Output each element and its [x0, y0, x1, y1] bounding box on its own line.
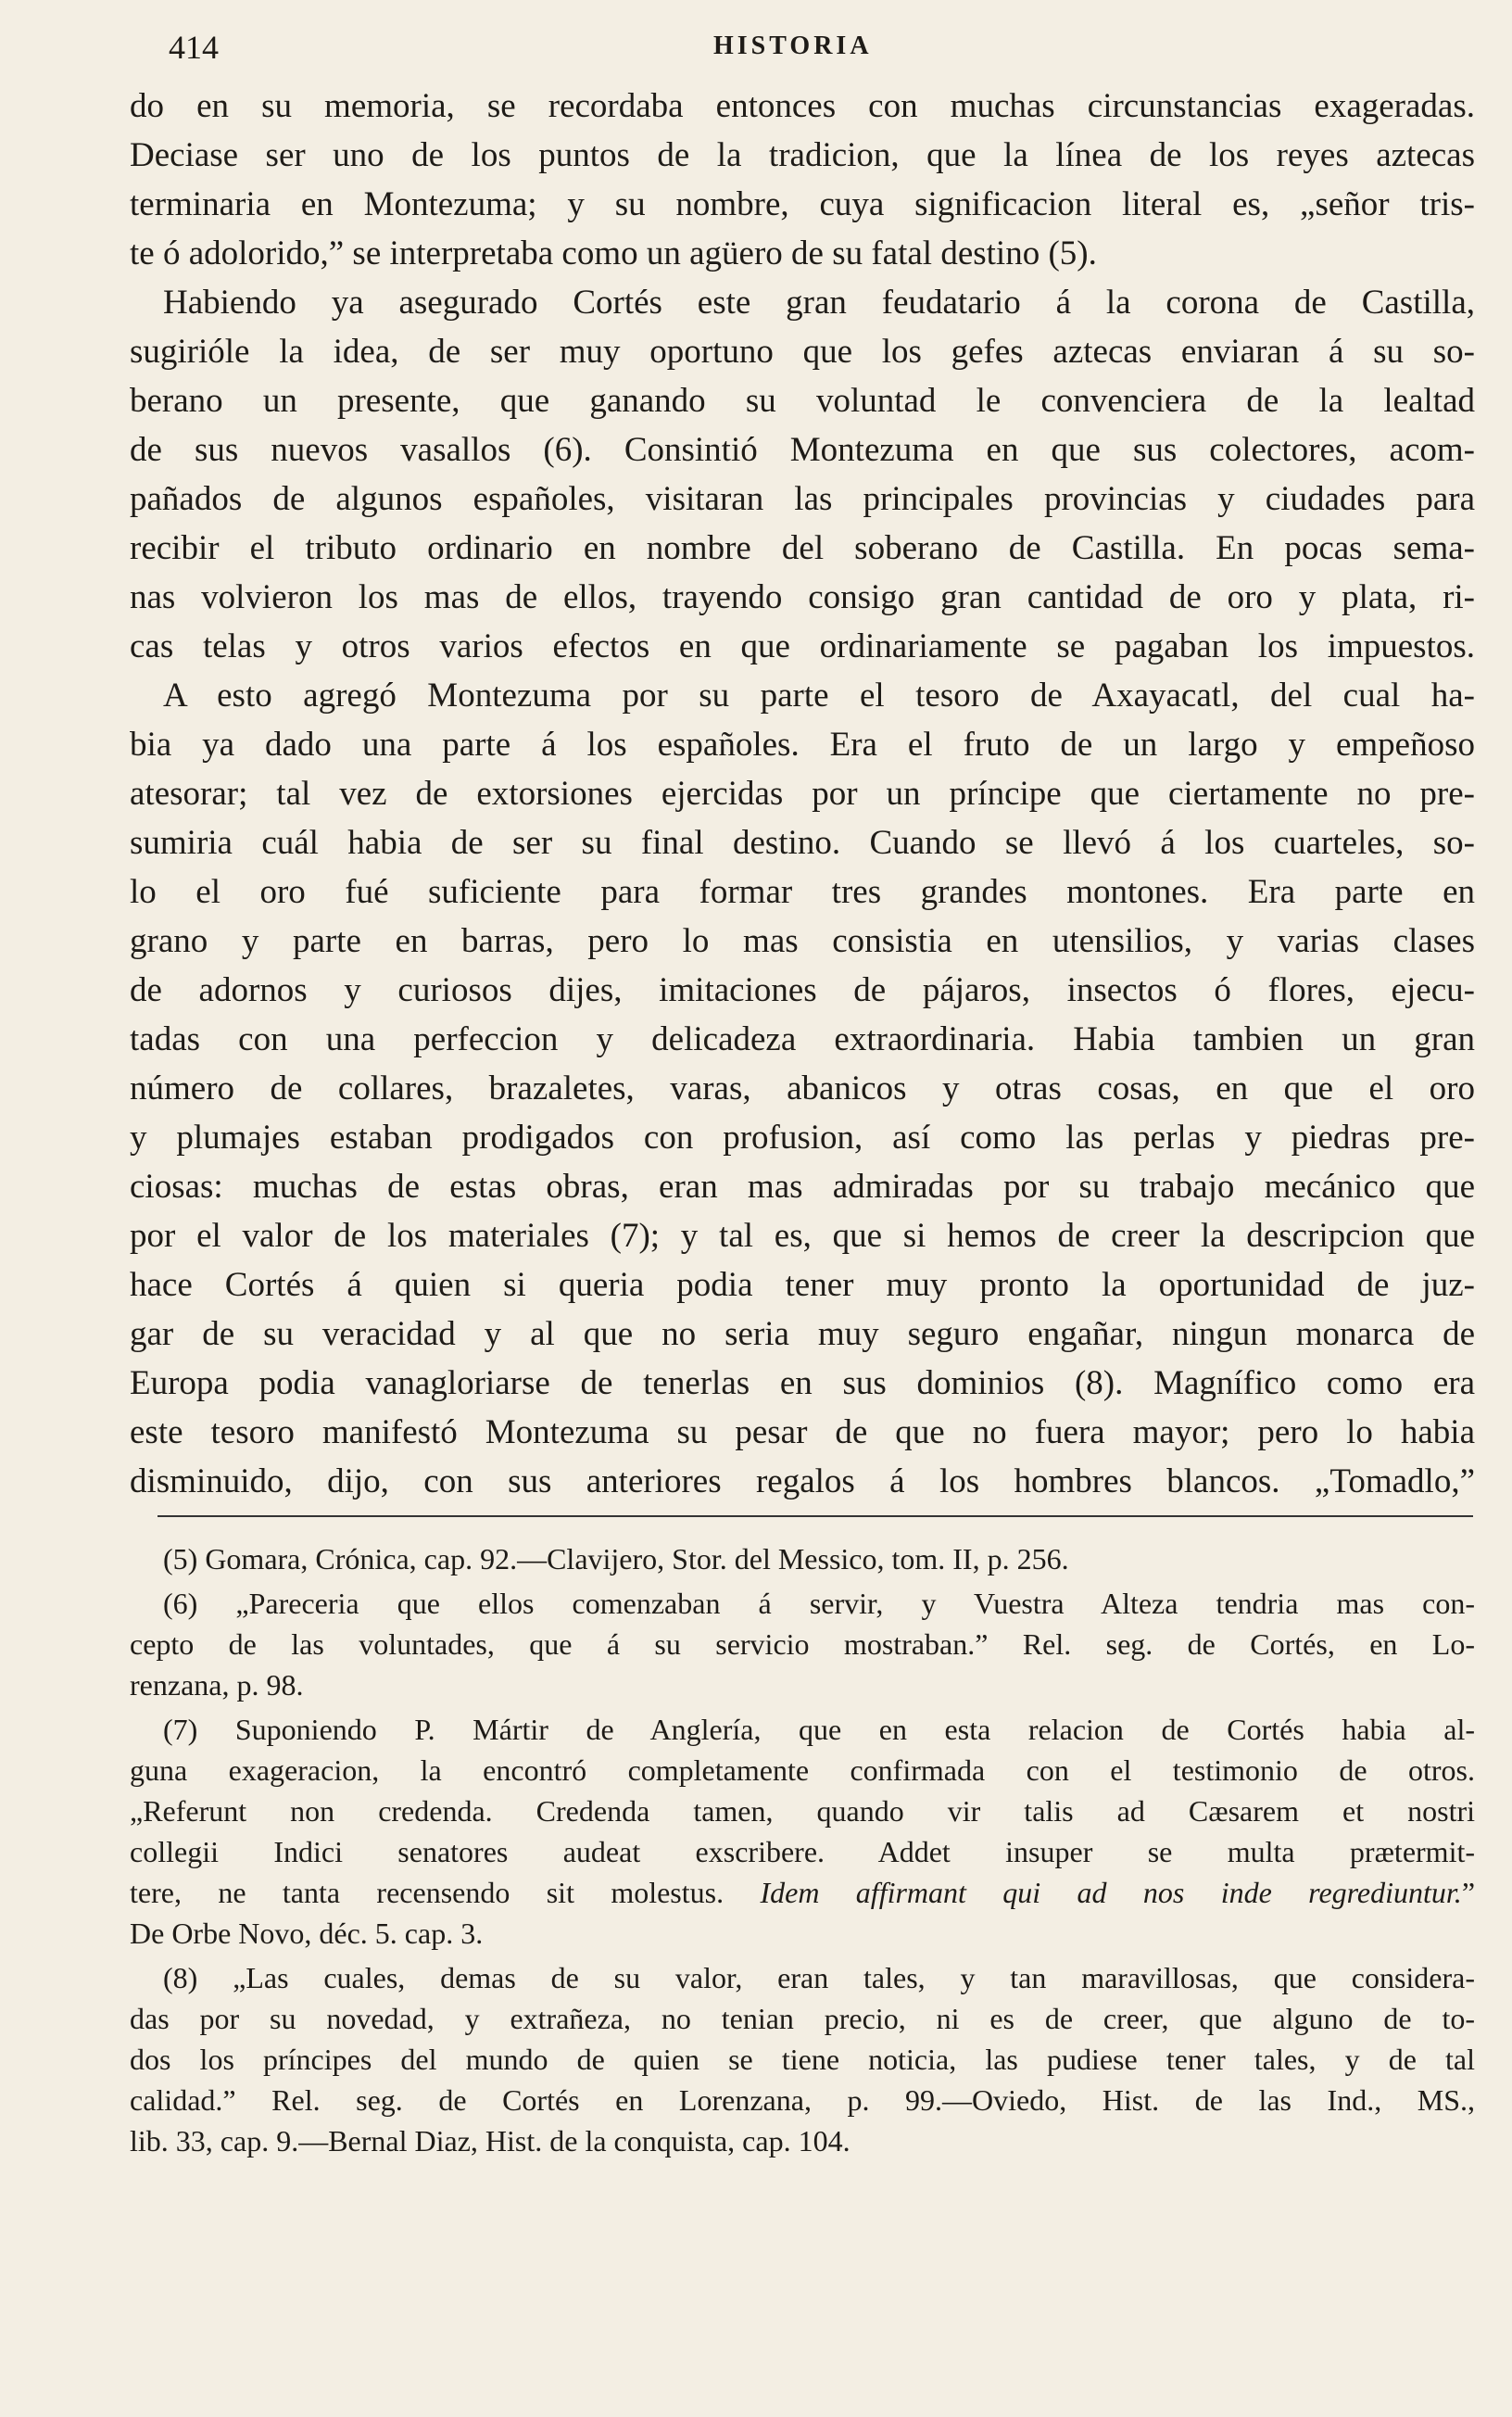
footnote-line: das por su novedad, y extrañeza, no tenian precio, ni es de creer, que alguno de to- [130, 2002, 1475, 2035]
text-line: te ó adolorido,” se interpretaba como un agüero de su fatal destino (5). [130, 234, 1097, 272]
footnote-line: lib. 33, cap. 9.—Bernal Diaz, Hist. de la conquista, cap. 104. [130, 2124, 850, 2158]
footnote-6 [130, 1583, 1475, 1705]
footnote-line: „Referunt non credenda. Credenda tamen, quando vir talis ad Cæsarem et nostri [130, 1794, 1475, 1828]
footnote-quote: ” [1461, 1876, 1475, 1909]
footnote-line: collegii Indici senatores audeat exscribere. Addet insuper se multa prætermit- [130, 1835, 1475, 1868]
text-line: Europa podia vanagloriarse de tenerlas en sus dominios (8). Magnífico como era [130, 1364, 1475, 1402]
text-line: bia ya dado una parte á los españoles. Era el fruto de un largo y empeñoso [130, 726, 1475, 764]
footnote-line: (7) Suponiendo P. Mártir de Anglería, que en esta relacion de Cortés habia al- [163, 1713, 1475, 1746]
footnote-line [130, 1872, 1475, 1913]
footnote-line: De Orbe Novo, déc. 5. cap. 3. [130, 1917, 484, 1950]
text-line: lo el oro fué suficiente para formar tres grandes montones. Era parte en [130, 873, 1475, 911]
text-line: pañados de algunos españoles, visitaran las principales provincias y ciudades para [130, 480, 1475, 518]
footnote-line: dos los príncipes del mundo de quien se tiene noticia, las pudiese tener tales, y de tal [130, 2043, 1475, 2076]
text-line: tadas con una perfeccion y delicadeza extraordinaria. Habia tambien un gran [130, 1020, 1475, 1058]
text-line: por el valor de los materiales (7); y tal es, que si hemos de creer la descripcion que [130, 1217, 1475, 1255]
text-line: atesorar; tal vez de extorsiones ejercidas por un príncipe que ciertamente no pre- [130, 775, 1475, 813]
footnote-line: (8) „Las cuales, demas de su valor, eran tales, y tan maravillosas, que considera- [163, 1961, 1475, 1994]
text-line: número de collares, brazaletes, varas, abanicos y otras cosas, en que el oro [130, 1069, 1475, 1107]
text-line: hace Cortés á quien si queria podia tener muy pronto la oportunidad de juz- [130, 1266, 1475, 1304]
text-line: terminaria en Montezuma; y su nombre, cuya significacion literal es, „señor tris- [130, 185, 1475, 223]
text-line: este tesoro manifestó Montezuma su pesar de que no fuera mayor; pero lo habia [130, 1413, 1475, 1451]
footnote-italic-text: Idem affirmant qui ad nos inde regrediuntur. [760, 1876, 1462, 1909]
footnote-line: renzana, p. 98. [130, 1668, 304, 1702]
text-line: disminuido, dijo, con sus anteriores regalos á los hombres blancos. „Tomadlo,” [130, 1462, 1475, 1500]
running-head: HISTORIA [713, 32, 873, 60]
footnote-7 [130, 1709, 1475, 1954]
footnote-line: cepto de las voluntades, que á su servicio mostraban.” Rel. seg. de Cortés, en Lo- [130, 1627, 1475, 1661]
footnote-5 [130, 1538, 1475, 1579]
text-line: A esto agregó Montezuma por su parte el tesoro de Axayacatl, del cual ha- [163, 677, 1475, 715]
main-text [130, 82, 1475, 1506]
footnotes [130, 1538, 1475, 2165]
text-line: Habiendo ya asegurado Cortés este gran feudatario á la corona de Castilla, [163, 284, 1475, 322]
footnote-divider [158, 1515, 1473, 1517]
text-line: cas telas y otros varios efectos en que ordinariamente se pagaban los impuestos. [130, 627, 1475, 665]
text-line: gar de su veracidad y al que no seria muy seguro engañar, ningun monarca de [130, 1315, 1475, 1353]
footnote-line: (6) „Pareceria que ellos comenzaban á servir, y Vuestra Alteza tendria mas con- [163, 1587, 1475, 1620]
page-header [139, 28, 1473, 69]
footnote-line: guna exageracion, la encontró completamente confirmada con el testimonio de otros. [130, 1753, 1475, 1787]
text-line: do en su memoria, se recordaba entonces con muchas circunstancias exageradas. [130, 87, 1475, 125]
text-line: de sus nuevos vasallos (6). Consintió Montezuma en que sus colectores, acom- [130, 431, 1475, 469]
text-line: y plumajes estaban prodigados con profusion, así como las perlas y piedras pre- [130, 1119, 1475, 1157]
text-line: sugirióle la idea, de ser muy oportuno que los gefes aztecas enviaran á su so- [130, 333, 1475, 371]
text-line: de adornos y curiosos dijes, imitaciones de pájaros, insectos ó flores, ejecu- [130, 971, 1475, 1009]
text-line: nas volvieron los mas de ellos, trayendo consigo gran cantidad de oro y plata, ri- [130, 578, 1475, 616]
text-line: ciosas: muchas de estas obras, eran mas admiradas por su trabajo mecánico que [130, 1168, 1475, 1206]
footnote-line: (5) Gomara, Crónica, cap. 92.—Clavijero, Stor. del Messico, tom. II, p. 256. [163, 1542, 1069, 1575]
footnote-text: tere, ne tanta recensendo sit molestus. [130, 1876, 761, 1909]
text-line: Deciase ser uno de los puntos de la tradicion, que la línea de los reyes aztecas [130, 136, 1475, 174]
page-number: 414 [169, 29, 219, 66]
footnote-8 [130, 1957, 1475, 2161]
text-line: berano un presente, que ganando su voluntad le convenciera de la lealtad [130, 382, 1475, 420]
footnote-line: calidad.” Rel. seg. de Cortés en Lorenzana, p. 99.—Oviedo, Hist. de las Ind., MS., [130, 2083, 1475, 2117]
text-line: recibir el tributo ordinario en nombre del soberano de Castilla. En pocas sema- [130, 529, 1475, 567]
text-line: grano y parte en barras, pero lo mas consistia en utensilios, y varias clases [130, 922, 1475, 960]
text-line: sumiria cuál habia de ser su final destino. Cuando se llevó á los cuarteles, so- [130, 824, 1475, 862]
